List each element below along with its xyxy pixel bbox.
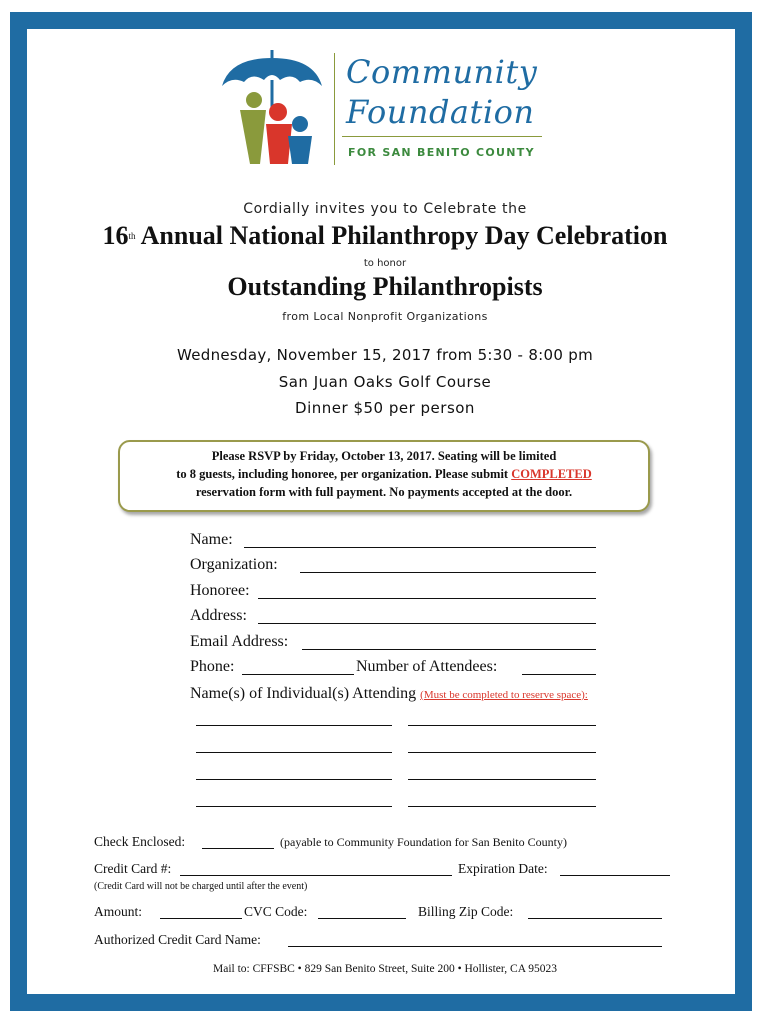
attendee-name-field[interactable]	[408, 779, 596, 780]
mailing-address: Mail to: CFFSBC • 829 San Benito Street, Suite 200 • Hollister, CA 95023	[213, 963, 557, 975]
attendees-label: Number of Attendees:	[356, 658, 498, 675]
organization-label: Organization:	[190, 556, 278, 573]
event-venue: San Juan Oaks Golf Course	[278, 373, 492, 391]
address-field[interactable]	[258, 623, 596, 624]
title-number: 16	[102, 221, 129, 250]
cvc-label: CVC Code:	[244, 904, 308, 919]
expiration-field[interactable]	[560, 875, 670, 876]
honoree-field[interactable]	[258, 598, 596, 599]
title-rest: Annual National Philanthropy Day Celebration	[135, 221, 668, 250]
from-local-text: from Local Nonprofit Organizations	[282, 310, 488, 323]
rsvp-line2-text: to 8 guests, including honoree, per organization. Please submit	[176, 467, 512, 481]
amount-label: Amount:	[94, 904, 143, 919]
logo-divider	[334, 53, 335, 165]
attendees-field[interactable]	[522, 674, 596, 675]
email-label: Email Address:	[190, 633, 289, 650]
address-label: Address:	[190, 607, 247, 624]
individuals-label-text: Name(s) of Individual(s) Attending	[190, 685, 417, 702]
expiration-label: Expiration Date:	[458, 861, 548, 876]
rsvp-line1: Please RSVP by Friday, October 13, 2017. Seating will be limited	[211, 449, 557, 463]
event-price: Dinner $50 per person	[295, 399, 475, 417]
logo-name-line1: Community	[346, 53, 538, 91]
umbrella-family-logo-icon	[220, 46, 332, 170]
title-suffix: th	[128, 231, 136, 241]
authorized-name-label: Authorized Credit Card Name:	[94, 932, 261, 947]
honoree-title: Outstanding Philanthropists	[227, 272, 543, 301]
logo-subtitle: FOR SAN BENITO COUNTY	[348, 146, 535, 159]
credit-card-note: (Credit Card will not be charged until after the event)	[94, 881, 308, 892]
zip-label: Billing Zip Code:	[418, 904, 514, 919]
email-field[interactable]	[302, 649, 596, 650]
name-field[interactable]	[244, 547, 596, 548]
check-label: Check Enclosed:	[94, 834, 186, 849]
event-title	[0, 221, 770, 251]
attendee-name-field[interactable]	[408, 752, 596, 753]
credit-card-field[interactable]	[180, 875, 452, 876]
zip-field[interactable]	[528, 918, 662, 919]
phone-field[interactable]	[242, 674, 354, 675]
attendee-name-field[interactable]	[408, 806, 596, 807]
attendee-name-field[interactable]	[196, 806, 392, 807]
rsvp-completed-highlight: COMPLETED	[511, 467, 592, 481]
check-field[interactable]	[202, 848, 274, 849]
individuals-label	[190, 685, 588, 703]
cvc-field[interactable]	[318, 918, 406, 919]
invite-line: Cordially invites you to Celebrate the	[243, 201, 527, 217]
attendee-name-field[interactable]	[196, 752, 392, 753]
event-date: Wednesday, November 15, 2017 from 5:30 - 8:00 pm	[176, 346, 594, 364]
name-label: Name:	[190, 531, 233, 548]
credit-card-label: Credit Card #:	[94, 861, 172, 876]
amount-field[interactable]	[160, 918, 242, 919]
honoree-label: Honoree:	[190, 582, 250, 599]
check-note: (payable to Community Foundation for San Benito County)	[280, 835, 567, 849]
individuals-note: (Must be completed to reserve space):	[420, 689, 588, 701]
logo-rule	[342, 136, 542, 137]
attendee-name-field[interactable]	[196, 779, 392, 780]
phone-label: Phone:	[190, 658, 235, 675]
rsvp-line3: reservation form with full payment. No payments accepted at the door.	[195, 485, 573, 499]
attendee-name-field[interactable]	[196, 725, 392, 726]
organization-field[interactable]	[300, 572, 596, 573]
rsvp-text	[118, 447, 650, 501]
to-honor-text: to honor	[363, 258, 407, 269]
attendee-name-field[interactable]	[408, 725, 596, 726]
logo-name-line2: Foundation	[346, 93, 535, 131]
rsvp-line2	[118, 465, 650, 483]
authorized-name-field[interactable]	[288, 946, 662, 947]
